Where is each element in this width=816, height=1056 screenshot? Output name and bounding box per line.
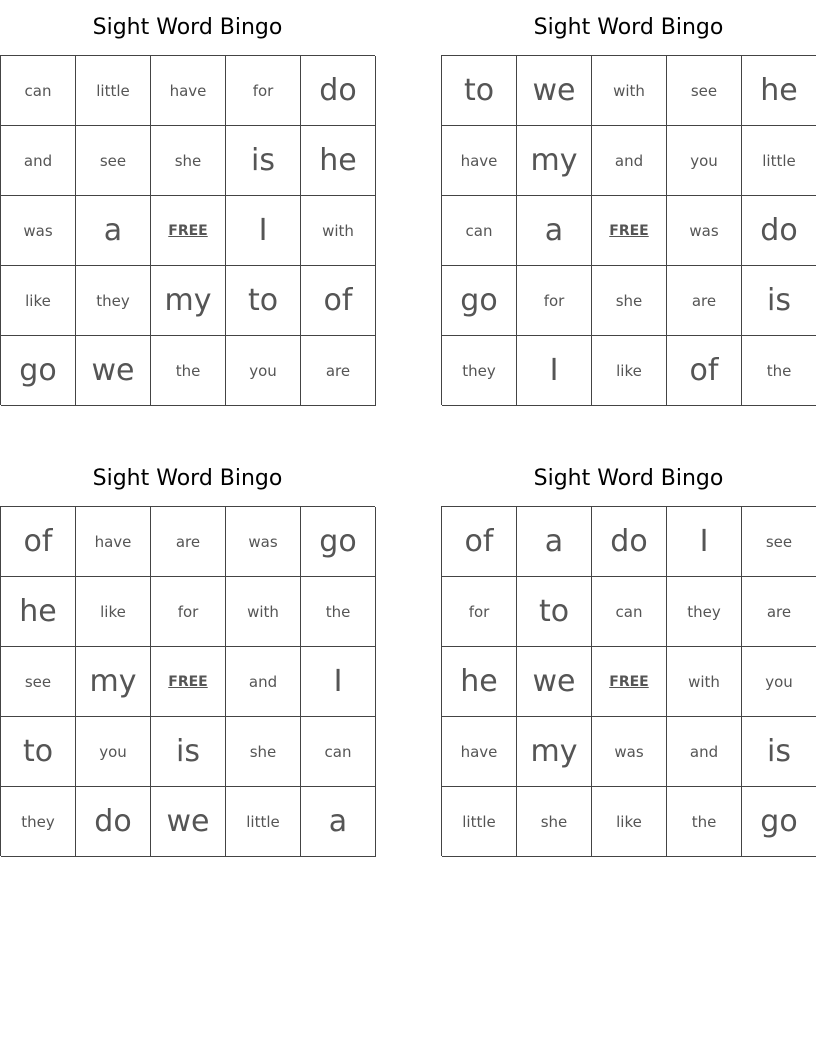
bingo-cell: go bbox=[442, 266, 517, 336]
bingo-cell: to bbox=[442, 56, 517, 126]
bingo-cell: and bbox=[592, 126, 667, 196]
bingo-cell: the bbox=[742, 336, 816, 406]
bingo-cell: like bbox=[76, 577, 151, 647]
bingo-card bbox=[0, 10, 375, 405]
bingo-cell: they bbox=[442, 336, 517, 406]
bingo-cell: have bbox=[76, 507, 151, 577]
bingo-cell: little bbox=[226, 787, 301, 857]
bingo-cell: and bbox=[667, 717, 742, 787]
bingo-cell: do bbox=[76, 787, 151, 857]
bingo-cell: was bbox=[592, 717, 667, 787]
bingo-cell: see bbox=[742, 507, 816, 577]
bingo-cell: we bbox=[76, 336, 151, 406]
bingo-cell: with bbox=[226, 577, 301, 647]
bingo-cell: is bbox=[226, 126, 301, 196]
bingo-cell: my bbox=[517, 717, 592, 787]
bingo-cell: with bbox=[301, 196, 376, 266]
bingo-cell: for bbox=[226, 56, 301, 126]
card-title: Sight Word Bingo bbox=[533, 466, 724, 491]
bingo-cell: we bbox=[151, 787, 226, 857]
bingo-cell: see bbox=[76, 126, 151, 196]
bingo-grid bbox=[441, 506, 816, 856]
free-space: FREE bbox=[151, 196, 226, 266]
bingo-cell: for bbox=[151, 577, 226, 647]
bingo-cell: we bbox=[517, 647, 592, 717]
bingo-cell: to bbox=[517, 577, 592, 647]
free-space: FREE bbox=[592, 196, 667, 266]
bingo-cell: are bbox=[742, 577, 816, 647]
bingo-cell: my bbox=[517, 126, 592, 196]
bingo-cell: a bbox=[301, 787, 376, 857]
bingo-cell: of bbox=[301, 266, 376, 336]
bingo-cell: go bbox=[742, 787, 816, 857]
bingo-grid bbox=[441, 55, 816, 405]
bingo-cell: he bbox=[742, 56, 816, 126]
bingo-cell: I bbox=[226, 196, 301, 266]
bingo-cell: for bbox=[442, 577, 517, 647]
bingo-cell: a bbox=[76, 196, 151, 266]
bingo-card bbox=[441, 10, 816, 405]
bingo-cell: the bbox=[301, 577, 376, 647]
bingo-cell: you bbox=[76, 717, 151, 787]
bingo-cell: for bbox=[517, 266, 592, 336]
bingo-cell: they bbox=[76, 266, 151, 336]
card-title: Sight Word Bingo bbox=[92, 15, 283, 40]
bingo-cell: they bbox=[1, 787, 76, 857]
bingo-cell: you bbox=[226, 336, 301, 406]
bingo-cell: like bbox=[1, 266, 76, 336]
bingo-cell: are bbox=[301, 336, 376, 406]
bingo-cell: can bbox=[442, 196, 517, 266]
bingo-cell: do bbox=[742, 196, 816, 266]
bingo-cell: go bbox=[1, 336, 76, 406]
bingo-cell: he bbox=[442, 647, 517, 717]
bingo-cell: go bbox=[301, 507, 376, 577]
bingo-cell: have bbox=[151, 56, 226, 126]
bingo-cell: she bbox=[517, 787, 592, 857]
bingo-grid bbox=[0, 506, 375, 856]
free-space: FREE bbox=[592, 647, 667, 717]
bingo-cell: have bbox=[442, 126, 517, 196]
bingo-cell: like bbox=[592, 787, 667, 857]
bingo-cell: can bbox=[1, 56, 76, 126]
bingo-cell: of bbox=[1, 507, 76, 577]
bingo-cell: my bbox=[151, 266, 226, 336]
bingo-cell: of bbox=[442, 507, 517, 577]
bingo-cell: you bbox=[742, 647, 816, 717]
bingo-cell: with bbox=[592, 56, 667, 126]
bingo-cell: you bbox=[667, 126, 742, 196]
bingo-cell: are bbox=[151, 507, 226, 577]
bingo-cell: they bbox=[667, 577, 742, 647]
bingo-cell: he bbox=[301, 126, 376, 196]
bingo-cell: she bbox=[592, 266, 667, 336]
bingo-cell: she bbox=[226, 717, 301, 787]
bingo-cell: little bbox=[76, 56, 151, 126]
bingo-cell: I bbox=[667, 507, 742, 577]
bingo-cell: was bbox=[226, 507, 301, 577]
bingo-cell: little bbox=[742, 126, 816, 196]
card-title: Sight Word Bingo bbox=[533, 15, 724, 40]
bingo-cell: a bbox=[517, 196, 592, 266]
bingo-cell: I bbox=[301, 647, 376, 717]
bingo-card bbox=[0, 461, 375, 856]
bingo-cell: and bbox=[226, 647, 301, 717]
bingo-card bbox=[441, 461, 816, 856]
bingo-cell: was bbox=[667, 196, 742, 266]
bingo-cell: she bbox=[151, 126, 226, 196]
bingo-cell: to bbox=[1, 717, 76, 787]
bingo-cell: see bbox=[667, 56, 742, 126]
bingo-cell: and bbox=[1, 126, 76, 196]
bingo-cell: of bbox=[667, 336, 742, 406]
bingo-cell: can bbox=[301, 717, 376, 787]
bingo-cell: we bbox=[517, 56, 592, 126]
bingo-cell: my bbox=[76, 647, 151, 717]
bingo-cell: a bbox=[517, 507, 592, 577]
bingo-grid bbox=[0, 55, 375, 405]
bingo-cell: can bbox=[592, 577, 667, 647]
bingo-cell: like bbox=[592, 336, 667, 406]
bingo-cell: I bbox=[517, 336, 592, 406]
bingo-cell: the bbox=[667, 787, 742, 857]
bingo-cell: do bbox=[301, 56, 376, 126]
bingo-cell: with bbox=[667, 647, 742, 717]
card-title: Sight Word Bingo bbox=[92, 466, 283, 491]
bingo-cell: little bbox=[442, 787, 517, 857]
bingo-cell: was bbox=[1, 196, 76, 266]
bingo-cell: to bbox=[226, 266, 301, 336]
bingo-cell: are bbox=[667, 266, 742, 336]
bingo-cell: is bbox=[151, 717, 226, 787]
bingo-cell: is bbox=[742, 266, 816, 336]
bingo-cell: have bbox=[442, 717, 517, 787]
bingo-cell: do bbox=[592, 507, 667, 577]
free-space: FREE bbox=[151, 647, 226, 717]
bingo-cell: see bbox=[1, 647, 76, 717]
bingo-cell: is bbox=[742, 717, 816, 787]
bingo-cell: he bbox=[1, 577, 76, 647]
bingo-cell: the bbox=[151, 336, 226, 406]
